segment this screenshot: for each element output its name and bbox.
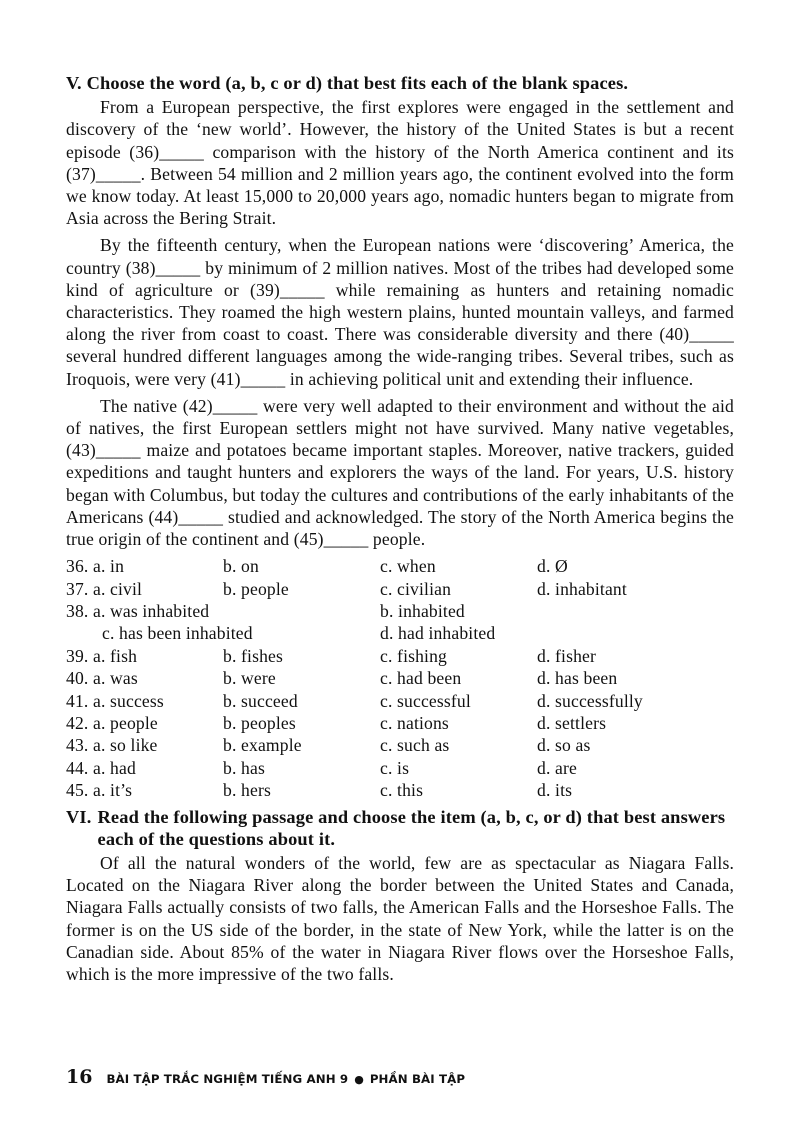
option-42-a: 42. a. people bbox=[66, 713, 158, 733]
option-41-b: b. succeed bbox=[223, 690, 298, 711]
passage-v-paragraph-2: By the fifteenth century, when the European nations were ‘discovering’ America, the country (38)_____ by minimum of 2 million natives. Most of the tribes had developed some kind of agriculture or (39)_____ while remaining as hunters and retaining nomadic characteristics. They roamed the high western plains, hunted mountain valleys, and farmed along the river from coast to coast. There was considerable diversity and there (40)_____ several hundred different languages among the wide-ranging tribes. Several tribes, such as Iroquois, were very (41)_____ in achieving political unit and extending their influence. bbox=[66, 235, 734, 389]
page-content bbox=[66, 72, 734, 990]
option-39-d: d. fisher bbox=[537, 645, 597, 666]
section-v-number: V. bbox=[66, 73, 82, 93]
option-42-c: c. nations bbox=[380, 713, 449, 733]
option-36-c: c. when bbox=[380, 556, 436, 577]
option-44-a: 44. a. had bbox=[66, 757, 136, 778]
option-45-a: 45. a. it’s bbox=[66, 780, 133, 801]
question-40-row bbox=[66, 667, 734, 689]
section-vi-number: VI. bbox=[66, 806, 92, 827]
section-v-title: Choose the word (a, b, c or d) that best fits each of the blank spaces. bbox=[86, 73, 629, 93]
option-36-d: d. Ø bbox=[537, 556, 568, 577]
question-44-row bbox=[66, 757, 734, 779]
section-label: PHẦN BÀI TẬP bbox=[369, 1072, 466, 1086]
option-39-c: c. fishing bbox=[380, 645, 447, 666]
bullet-icon: ● bbox=[354, 1073, 364, 1086]
option-42-d: d. settlers bbox=[537, 713, 607, 733]
option-40-a: 40. a. was bbox=[66, 668, 138, 689]
question-43-row bbox=[66, 734, 734, 756]
section-vi-title: Read the following passage and choose the item (a, b, c, or d) that best answers each of the questions about it. bbox=[97, 806, 726, 849]
passage-v-paragraph-3: The native (42)_____ were very well adapted to their environment and without the aid of natives, the first European settlers might not have survived. Many native vegetables, (43)_____ maize and potatoes became important staples. Moreover, native trackers, guided expeditions and taught hunters and explorers the ways of the land. For years, U.S. history began with Columbus, but today the cultures and contributions of the early inhabitants of the Americans (44)_____ studied and acknowledged. The story of the North America begins the true origin of the continent and (45)_____ people. bbox=[66, 395, 734, 550]
option-44-c: c. is bbox=[380, 757, 410, 778]
option-44-b: b. has bbox=[223, 757, 265, 778]
option-36-b: b. on bbox=[223, 556, 259, 577]
option-45-c: c. this bbox=[380, 780, 424, 801]
option-41-d: d. successfully bbox=[537, 690, 643, 711]
option-43-d: d. so as bbox=[537, 735, 591, 756]
option-37-d: d. inhabitant bbox=[537, 578, 627, 599]
option-45-d: d. its bbox=[537, 780, 573, 801]
page-footer bbox=[66, 1066, 465, 1088]
option-41-a: 41. a. success bbox=[66, 690, 164, 711]
option-41-c: c. successful bbox=[380, 690, 471, 711]
section-v-heading bbox=[66, 72, 734, 94]
question-42-row bbox=[66, 712, 734, 734]
question-37-row bbox=[66, 578, 734, 600]
option-38-b: b. inhabited bbox=[380, 601, 465, 622]
option-40-d: d. has been bbox=[537, 668, 618, 689]
option-43-a: 43. a. so like bbox=[66, 735, 158, 756]
passage-vi-paragraph-1: Of all the natural wonders of the world, few are as spectacular as Niagara Falls. Located on the Niagara River along the border between the United States and Canada, Niagara Falls actually consists of two falls, the American Falls and the Horseshoe Falls. The former is on the US side of the border, in the state of New York, while the latter is on the Canadian side. About 85% of the water in Niagara River flows over the Horseshoe Falls, which is the more impressive of the two falls. bbox=[66, 852, 734, 984]
question-38-row-2 bbox=[66, 622, 734, 644]
option-36-a: 36. a. in bbox=[66, 556, 125, 577]
page-number: 16 bbox=[66, 1066, 93, 1088]
question-39-row bbox=[66, 645, 734, 667]
option-38-c: c. has been inhabited bbox=[102, 623, 253, 644]
option-43-b: b. example bbox=[223, 735, 302, 756]
question-38-row-1 bbox=[66, 600, 734, 622]
option-40-c: c. had been bbox=[380, 668, 462, 689]
option-44-d: d. are bbox=[537, 757, 577, 778]
passage-v-paragraph-1: From a European perspective, the first explores were engaged in the settlement and discovery of the ‘new world’. However, the history of the United States is but a recent episode (36)_____ comparison with the history of the North America continent and its (37)_____. Between 54 million and 2 million years ago, the continent evolved into the form we know today. At least 15,000 to 20,000 years ago, nomadic hunters began to migrate from Asia across the Bering Strait. bbox=[66, 97, 734, 229]
question-36-row bbox=[66, 555, 734, 577]
option-39-a: 39. a. fish bbox=[66, 645, 138, 666]
question-41-row bbox=[66, 690, 734, 712]
answer-options-table bbox=[66, 555, 734, 801]
book-title: BÀI TẬP TRẮC NGHIỆM TIẾNG ANH 9 bbox=[106, 1072, 349, 1086]
option-45-b: b. hers bbox=[223, 780, 271, 801]
option-42-b: b. peoples bbox=[223, 713, 296, 733]
option-37-b: b. people bbox=[223, 578, 289, 599]
option-40-b: b. were bbox=[223, 668, 276, 689]
option-43-c: c. such as bbox=[380, 735, 450, 756]
option-39-b: b. fishes bbox=[223, 645, 283, 666]
option-38-d: d. had inhabited bbox=[380, 623, 496, 644]
option-37-c: c. civilian bbox=[380, 578, 452, 599]
section-vi-heading bbox=[66, 806, 734, 850]
option-37-a: 37. a. civil bbox=[66, 578, 143, 599]
question-45-row bbox=[66, 779, 734, 801]
option-38-a: 38. a. was inhabited bbox=[66, 601, 210, 622]
